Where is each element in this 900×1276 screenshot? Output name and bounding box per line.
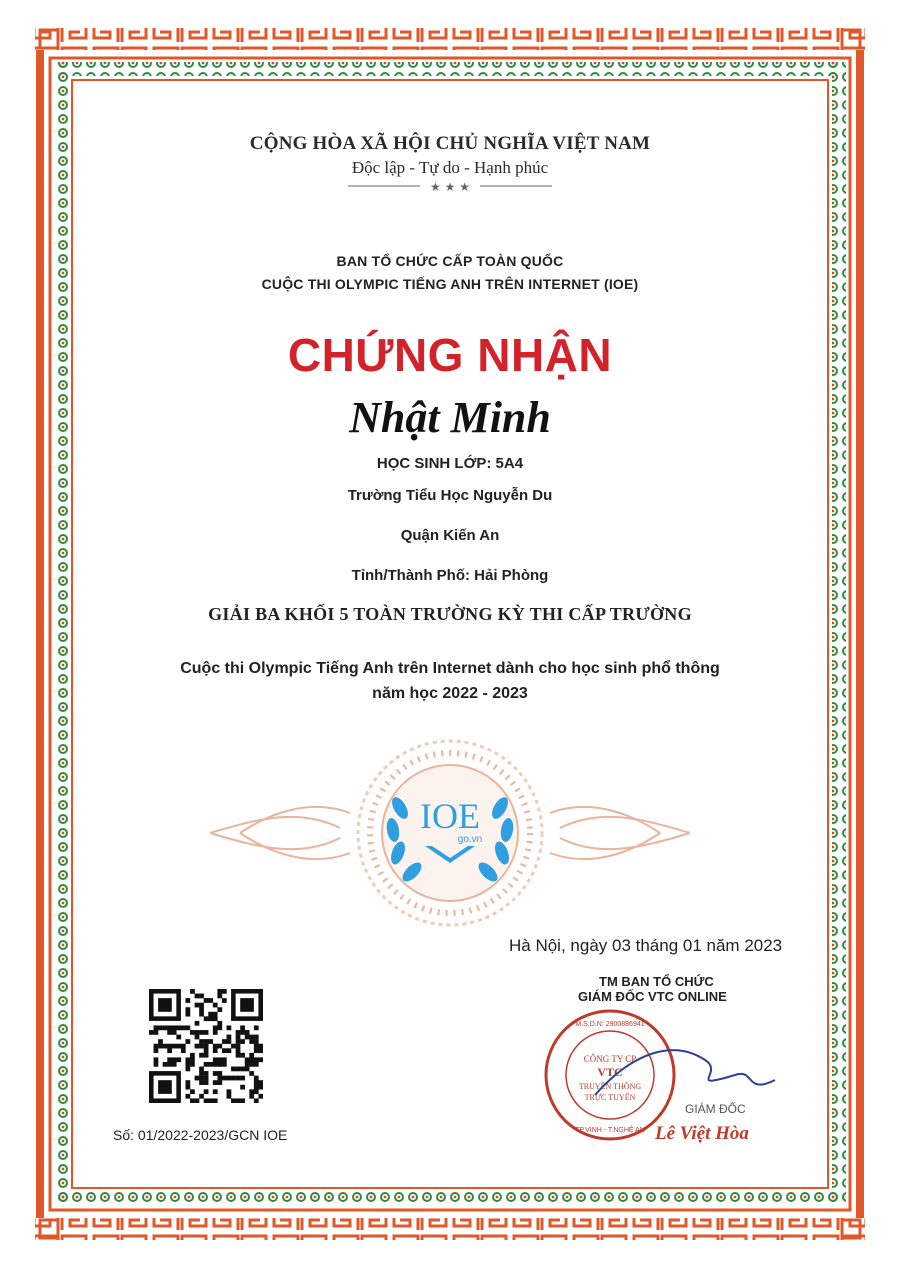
recipient-name: Nhật Minh <box>349 393 551 442</box>
country-name: CỘNG HÒA XÃ HỘI CHỦ NGHĨA VIỆT NAM <box>249 133 651 154</box>
certificate-serial: Số: 01/2022-2023/GCN IOE <box>113 1127 288 1143</box>
national-motto: Độc lập - Tự do - Hạnh phúc <box>351 158 549 177</box>
certificate-title: CHỨNG NHẬN <box>287 329 613 381</box>
company-stamp <box>535 1000 805 1150</box>
signer-title: GIÁM ĐỐC <box>685 1102 746 1116</box>
divider-stars-icon: ★ ★ ★ <box>430 180 470 194</box>
svg-text:M.S.D.N: 2900886941: M.S.D.N: 2900886941 <box>575 1021 645 1028</box>
qr-code-icon <box>149 989 263 1103</box>
issue-date: Hà Nội, ngày 03 tháng 01 năm 2023 <box>509 936 783 955</box>
signature-position: GIÁM ĐỐC VTC ONLINE <box>578 989 727 1004</box>
contest-description-line-1: Cuộc thi Olympic Tiếng Anh trên Internet dành cho học sinh phổ thông <box>180 660 720 677</box>
header-divider <box>0 176 900 196</box>
signer-name: Lê Việt Hòa <box>655 1123 749 1144</box>
flourish-left-icon <box>210 807 350 859</box>
organizer-line-1: BAN TỔ CHỨC CẤP TOÀN QUỐC <box>336 253 564 269</box>
province-name: Tỉnh/Thành Phố: Hải Phòng <box>351 567 549 584</box>
district-name: Quận Kiến An <box>400 527 500 544</box>
flourish-right-icon <box>550 807 690 859</box>
stamp-seal-icon <box>546 1011 674 1139</box>
student-class: HỌC SINH LỚP: 5A4 <box>376 455 524 472</box>
svg-text:TP.VINH - T.NGHỆ AN: TP.VINH - T.NGHỆ AN <box>575 1127 645 1134</box>
ioe-logo-subtext: go.vn <box>457 834 483 845</box>
award-title: GIẢI BA KHỐI 5 TOÀN TRƯỜNG KỲ THI CẤP TRƯỜNG <box>208 604 692 624</box>
svg-text:TRỰC TUYẾN: TRỰC TUYẾN <box>584 1093 636 1102</box>
signature-heading: TM BAN TỔ CHỨC <box>599 974 714 989</box>
ioe-logo-text: IOE <box>420 796 480 836</box>
svg-text:TRUYỀN THÔNG: TRUYỀN THÔNG <box>578 1082 642 1091</box>
school-name: Trường Tiểu Học Nguyễn Du <box>347 487 553 504</box>
svg-text:VTC: VTC <box>597 1065 623 1079</box>
ioe-emblem <box>200 738 700 928</box>
contest-description-line-2: năm học 2022 - 2023 <box>372 685 528 702</box>
organizer-line-2: CUỘC THI OLYMPIC TIẾNG ANH TRÊN INTERNET (IOE) <box>261 276 639 292</box>
svg-text:CÔNG TY CP: CÔNG TY CP <box>583 1054 637 1064</box>
